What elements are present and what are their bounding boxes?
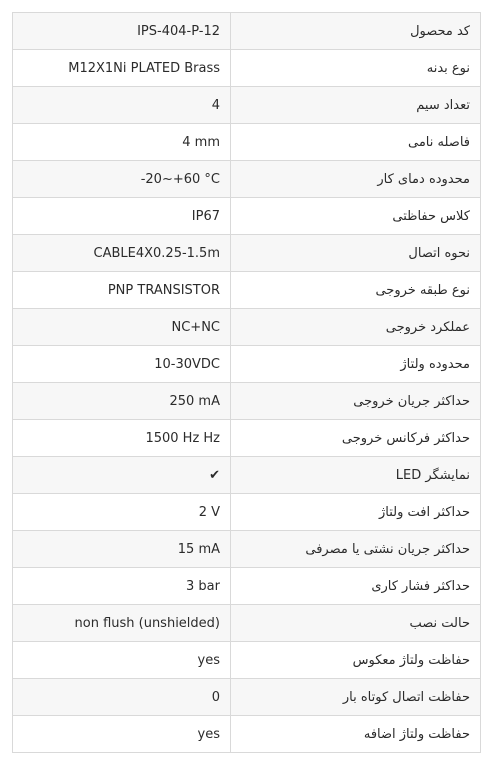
- spec-label: حفاظت ولتاژ اضافه: [231, 716, 481, 753]
- spec-label: حداکثر جریان نشتی یا مصرفی: [231, 531, 481, 568]
- spec-label: حداکثر افت ولتاژ: [231, 494, 481, 531]
- table-row: [13, 198, 481, 235]
- spec-label: محدوده دمای کار: [231, 161, 481, 198]
- spec-label: عملکرد خروجی: [231, 309, 481, 346]
- spec-value: yes: [13, 642, 231, 679]
- spec-value: non flush (unshielded): [13, 605, 231, 642]
- spec-value: NC+NC: [13, 309, 231, 346]
- spec-value: CABLE4X0.25-1.5m: [13, 235, 231, 272]
- spec-value: M12X1Ni PLATED Brass: [13, 50, 231, 87]
- spec-value: yes: [13, 716, 231, 753]
- spec-label: کلاس حفاظتی: [231, 198, 481, 235]
- table-row: [13, 161, 481, 198]
- spec-label: حفاظت اتصال کوتاه بار: [231, 679, 481, 716]
- table-row: [13, 494, 481, 531]
- spec-value: 3 bar: [13, 568, 231, 605]
- spec-label: نمایشگر LED: [231, 457, 481, 494]
- table-row: [13, 383, 481, 420]
- spec-label: حفاظت ولتاژ معکوس: [231, 642, 481, 679]
- table-row: [13, 642, 481, 679]
- spec-label: حالت نصب: [231, 605, 481, 642]
- spec-label: نوع طبقه خروجی: [231, 272, 481, 309]
- spec-label: نوع بدنه: [231, 50, 481, 87]
- spec-label: تعداد سیم: [231, 87, 481, 124]
- spec-value: 4 mm: [13, 124, 231, 161]
- table-row: [13, 457, 481, 494]
- product-spec-table: [12, 12, 481, 753]
- table-row: [13, 309, 481, 346]
- spec-label: کد محصول: [231, 13, 481, 50]
- spec-value: 15 mA: [13, 531, 231, 568]
- spec-label: حداکثر فشار کاری: [231, 568, 481, 605]
- table-row: [13, 13, 481, 50]
- table-row: [13, 605, 481, 642]
- check-icon: ✔: [13, 457, 231, 494]
- table-row: [13, 272, 481, 309]
- spec-value: 4: [13, 87, 231, 124]
- table-row: [13, 568, 481, 605]
- table-row: [13, 716, 481, 753]
- table-row: [13, 235, 481, 272]
- spec-value: IPS-404-P-12: [13, 13, 231, 50]
- spec-value: -20~+60 °C: [13, 161, 231, 198]
- spec-value: 0: [13, 679, 231, 716]
- table-row: [13, 420, 481, 457]
- spec-value: 1500 Hz Hz: [13, 420, 231, 457]
- table-row: [13, 124, 481, 161]
- spec-label: فاصله نامی: [231, 124, 481, 161]
- spec-value: 10-30VDC: [13, 346, 231, 383]
- spec-value: IP67: [13, 198, 231, 235]
- table-row: [13, 87, 481, 124]
- spec-label: حداکثر جریان خروجی: [231, 383, 481, 420]
- table-row: [13, 679, 481, 716]
- table-row: [13, 50, 481, 87]
- spec-label: محدوده ولتاژ: [231, 346, 481, 383]
- table-row: [13, 531, 481, 568]
- spec-value: PNP TRANSISTOR: [13, 272, 231, 309]
- spec-label: حداکثر فرکانس خروجی: [231, 420, 481, 457]
- spec-label: نحوه اتصال: [231, 235, 481, 272]
- spec-value: 2 V: [13, 494, 231, 531]
- spec-value: 250 mA: [13, 383, 231, 420]
- table-row: [13, 346, 481, 383]
